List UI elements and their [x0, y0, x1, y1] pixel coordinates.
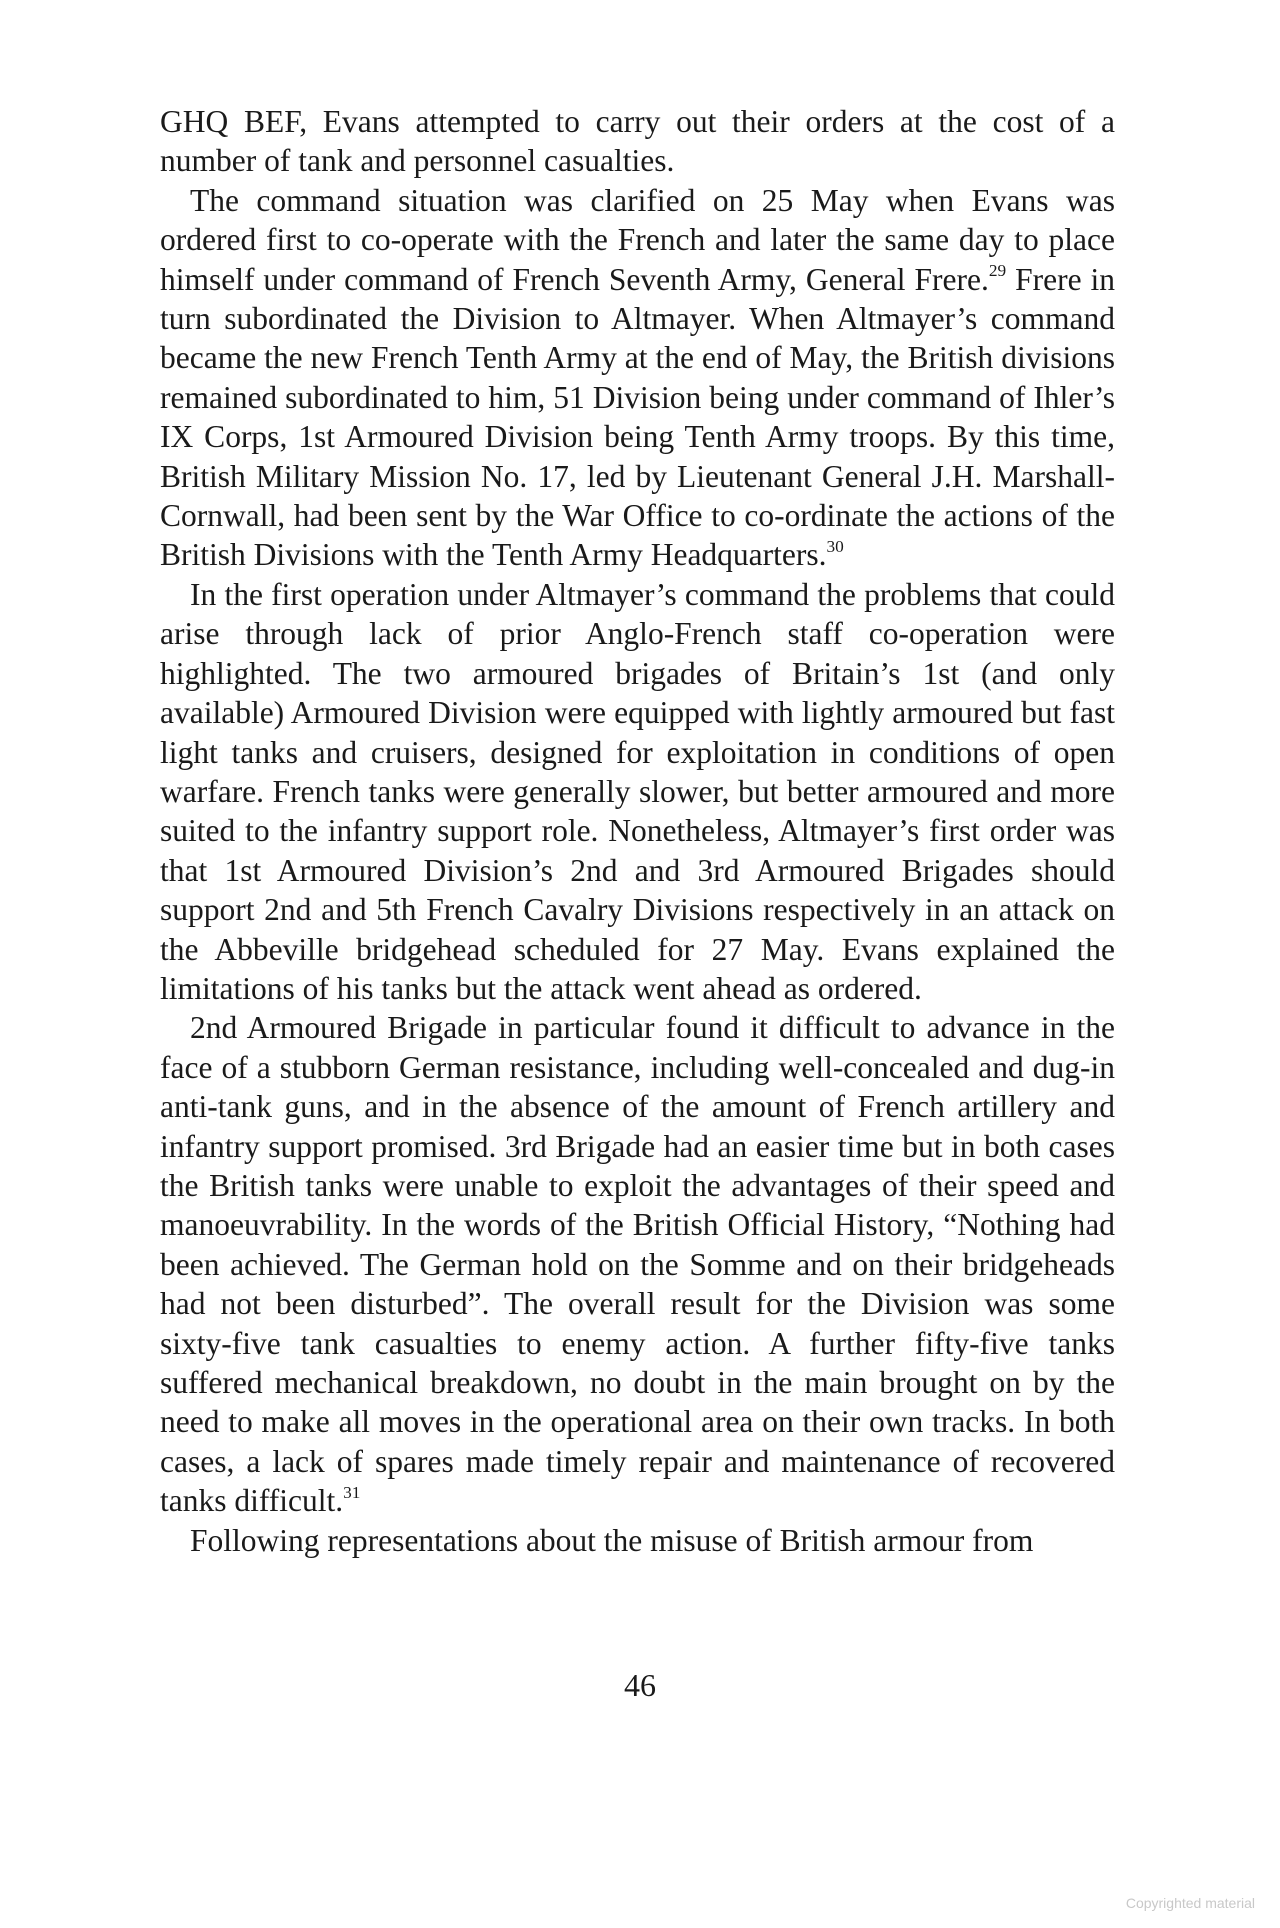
paragraph-text: In the first operation under Altmayer’s command the problems that could arise through lack of prior Anglo-French staff co-operation were highlighted. The two armoured brigades of Britain’s 1st (and only available) Armoured Division were equipped with lightly armoured but fast light tanks and cruisers, designed for exploitation in conditions of open warfare. French tanks were generally slower, but better armoured and more suited to the infantry support role. Nonetheless, Altmayer’s first order was that 1st Armoured Division’s 2nd and 3rd Armoured Brigades should support 2nd and 5th French Cavalry Divisions respectively in an attack on the Abbeville bridgehead scheduled for 27 May. Evans explained the limitations of his tanks but the attack went ahead as ordered. — [160, 576, 1115, 1006]
copyright-watermark: Copyrighted material — [1125, 1895, 1255, 1911]
paragraph-text: Following representations about the misuse of British armour from — [190, 1522, 1034, 1558]
paragraph — [160, 1008, 1115, 1520]
paragraph-text: GHQ BEF, Evans attempted to carry out their orders at the cost of a number of tank and personnel casualties. — [160, 104, 1115, 179]
footnote-reference: 29 — [988, 261, 1007, 281]
paragraph — [160, 181, 1115, 575]
paragraph-text: 2nd Armoured Brigade in particular found it difficult to advance in the face of a stubborn German resistance, including well-concealed and dug-in anti-tank guns, and in the absence of the amount of French artillery and infantry support promised. 3rd Brigade had an easier time but in both cases the British tanks were unable to exploit the advantages of their speed and manoeuvrability. In the words of the British Official History, “Nothing had been achieved. The German hold on the Somme and on their bridgeheads had not been disturbed”. The overall result for the Division was some sixty-five tank casualties to enemy action. A further fifty-five tanks suffered mechanical breakdown, no doubt in the main brought on by the need to make all moves in the operational area on their own tracks. In both cases, a lack of spares made timely repair and maintenance of recovered tanks difficult. — [160, 1010, 1115, 1519]
footnote-reference: 30 — [826, 537, 844, 557]
paragraph-text: Frere in turn subordinated the Division to Altmayer. When Altmayer’s command became the new French Tenth Army at the end of May, the British divisions remained subordinated to him, 51 Division being under command of Ihler’s IX Corps, 1st Armoured Division being Tenth Army troops. By this time, British Military Mission No. 17, led by Lieutenant General J.H. Marshall-Cornwall, had been sent by the War Office to co-ordinate the actions of the British Divisions with the Tenth Army Headquarters. — [160, 261, 1116, 573]
page-number: 46 — [624, 1667, 656, 1703]
paragraph — [160, 575, 1115, 1008]
paragraph-text: The command situation was clarified on 25 May when Evans was ordered first to co-operate with the French and later the same day to place himself under command of French Seventh Army, General Frere. — [160, 182, 1115, 297]
body-text — [160, 102, 1115, 1560]
footnote-reference: 31 — [343, 1483, 361, 1502]
paragraph — [160, 102, 1115, 181]
paragraph — [160, 1521, 1115, 1560]
